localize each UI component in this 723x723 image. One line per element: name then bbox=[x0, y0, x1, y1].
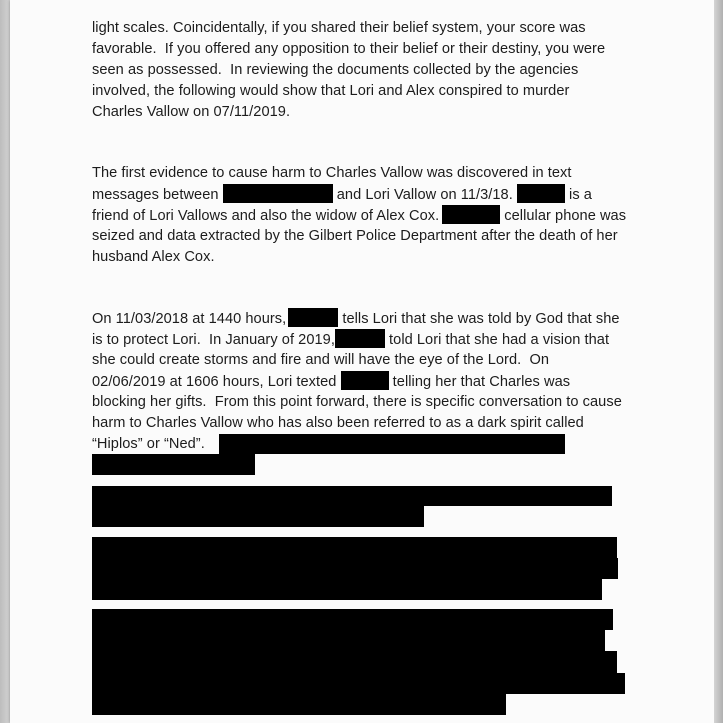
p2-line-2 bbox=[92, 184, 592, 206]
redaction-block bbox=[92, 537, 617, 558]
redaction-bar bbox=[223, 184, 333, 203]
redaction-block bbox=[92, 486, 612, 506]
p1-line-5: Charles Vallow on 07/11/2019. bbox=[92, 104, 291, 120]
p3-line-1 bbox=[92, 308, 620, 330]
scan-edge-right bbox=[714, 0, 723, 723]
p3-line-5: blocking her gifts. From this point forward, there is specific conversation to cause bbox=[92, 394, 622, 410]
p3-line-2-b: told Lori that she had a vision that bbox=[384, 332, 610, 348]
p1-line-1: light scales. Coincidentally, if you shared their belief system, your score was bbox=[92, 20, 586, 36]
p2-line-3-a: friend of Lori Vallows and also the widow of Alex Cox. bbox=[92, 208, 440, 224]
redaction-bar bbox=[341, 371, 389, 390]
scan-edge-left bbox=[0, 0, 10, 723]
redaction-block bbox=[92, 454, 255, 475]
p3-line-7: “Hiplos” or “Ned”. bbox=[92, 436, 205, 452]
p2-line-2-b: and Lori Vallow on 11/3/18. bbox=[332, 187, 517, 203]
p3-line-6: harm to Charles Vallow who has also been referred to as a dark spirit called bbox=[92, 415, 584, 431]
redaction-bar bbox=[288, 308, 338, 327]
redaction-block bbox=[92, 651, 617, 673]
p2-line-3-b: cellular phone was bbox=[500, 208, 627, 224]
p2-line-2-c: is a bbox=[564, 187, 592, 203]
p3-line-1-b: tells Lori that she was told by God that she bbox=[338, 311, 620, 327]
p2-line-5: husband Alex Cox. bbox=[92, 249, 215, 265]
p2-line-2-a: messages between bbox=[92, 187, 223, 203]
redaction-block bbox=[92, 673, 625, 694]
p3-line-4 bbox=[92, 371, 570, 393]
p3-line-4-b: telling her that Charles was bbox=[388, 374, 571, 390]
redaction-block bbox=[92, 506, 424, 527]
p2-line-4: seized and data extracted by the Gilbert Police Department after the death of her bbox=[92, 228, 618, 244]
p2-line-3 bbox=[92, 205, 626, 227]
redaction-block bbox=[92, 609, 613, 630]
p3-line-4-a: 02/06/2019 at 1606 hours, Lori texted bbox=[92, 374, 341, 390]
redaction-bar bbox=[517, 184, 565, 203]
p3-line-3: she could create storms and fire and will have the eye of the Lord. On bbox=[92, 352, 550, 368]
p2-line-1: The first evidence to cause harm to Charles Vallow was discovered in text bbox=[92, 165, 572, 181]
redaction-block bbox=[219, 434, 565, 454]
p1-line-2: favorable. If you offered any opposition to their belief or their destiny, you were bbox=[92, 41, 606, 57]
p1-line-3: seen as possessed. In reviewing the documents collected by the agencies bbox=[92, 62, 579, 78]
redaction-bar bbox=[442, 205, 500, 224]
redaction-block bbox=[92, 694, 506, 715]
p3-line-2-a: is to protect Lori. In January of 2019, bbox=[92, 332, 335, 348]
redaction-bar bbox=[335, 329, 385, 348]
redaction-block bbox=[92, 630, 605, 651]
redaction-block bbox=[92, 579, 602, 600]
redaction-block bbox=[92, 558, 618, 579]
p3-line-1-a: On 11/03/2018 at 1440 hours, bbox=[92, 311, 287, 327]
p1-line-4: involved, the following would show that Lori and Alex conspired to murder bbox=[92, 83, 570, 99]
p3-line-2 bbox=[92, 329, 609, 351]
